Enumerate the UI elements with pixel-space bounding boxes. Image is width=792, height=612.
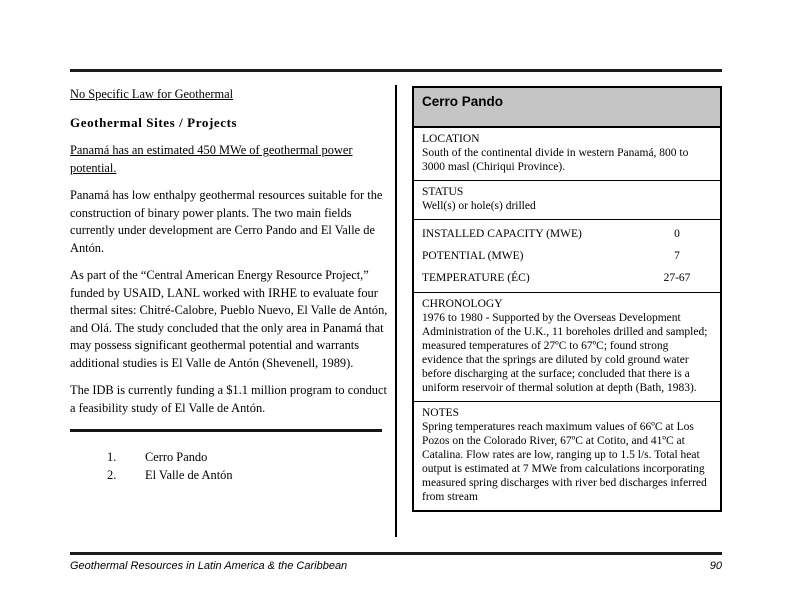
left-column xyxy=(70,86,388,484)
chronology-section xyxy=(414,293,720,402)
top-rule xyxy=(70,69,722,72)
notes-section xyxy=(414,402,720,510)
location-text: South of the continental divide in western Panamá, 800 to 3000 masl (Chiriqui Province). xyxy=(422,147,689,173)
site-list-item xyxy=(107,448,388,466)
chronology-text: 1976 to 1980 - Supported by the Overseas Development Administration of the U.K., 11 boreholes drilled and sampled; measured temperatures of 27ºC to 67ºC; found strong evidence that the springs are diluted by cold ground water before discharging at the surface; concluded that there is a uniform reservoir of thermal solution at depth (Bath, 1983). xyxy=(422,312,708,394)
metric-value: 0 xyxy=(674,228,680,240)
status-label: STATUS xyxy=(422,186,464,198)
status-section xyxy=(414,181,720,220)
status-text: Well(s) or hole(s) drilled xyxy=(422,200,536,212)
footer-page-number: 90 xyxy=(709,560,722,572)
footer-rule xyxy=(70,552,722,555)
notes-label: NOTES xyxy=(422,407,460,419)
column-divider-rule xyxy=(395,85,397,537)
metric-row-temperature xyxy=(422,267,712,289)
law-note: No Specific Law for Geothermal xyxy=(70,87,234,101)
metric-value: 27-67 xyxy=(663,272,691,284)
site-list-item xyxy=(107,466,388,484)
section-heading: Geothermal Sites / Projects xyxy=(70,114,238,130)
site-list-number: 2. xyxy=(107,468,117,482)
metric-label: TEMPERATURE (ÉC) xyxy=(422,272,530,284)
site-list-number: 1. xyxy=(107,450,117,464)
location-label: LOCATION xyxy=(422,133,480,145)
list-divider-rule xyxy=(70,429,382,432)
paragraph-energy-project: As part of the “Central American Energy Resource Project,” funded by USAID, LANL worked with IRHE to evaluate four thermal sites: Chitré-Calobre, Pueblo Nuevo, El Valle de Antón, and Olá. The study concluded that the only area in Panamá that may possess significant geothermal potential and warrants additional studies is El Valle de Antón (Shevenell, 1989). xyxy=(70,268,388,370)
location-section xyxy=(414,128,720,181)
paragraph-overview: Panamá has low enthalpy geothermal resources suitable for the construction of binary power plants. The two main fields currently under development are Cerro Pando and El Valle de Antón. xyxy=(70,188,383,255)
table-title: Cerro Pando xyxy=(414,88,720,128)
metric-label: INSTALLED CAPACITY (MWE) xyxy=(422,228,582,240)
metric-label: POTENTIAL (MWE) xyxy=(422,250,524,262)
metric-value: 7 xyxy=(674,250,680,262)
paragraph-idb-funding: The IDB is currently funding a $1.1 million program to conduct a feasibility study of El Valle de Antón. xyxy=(70,383,387,415)
metric-row-installed-capacity xyxy=(422,223,712,245)
site-list-name: Cerro Pando xyxy=(145,450,208,464)
site-list xyxy=(70,448,388,484)
metric-row-potential xyxy=(422,245,712,267)
footer-book-title: Geothermal Resources in Latin America & the Caribbean xyxy=(70,560,348,572)
chronology-label: CHRONOLOGY xyxy=(422,298,503,310)
page-footer xyxy=(70,560,722,572)
site-list-name: El Valle de Antón xyxy=(145,468,233,482)
site-fact-table xyxy=(412,86,722,512)
notes-text: Spring temperatures reach maximum values of 66ºC at Los Pozos on the Colorado River, 67ºC at Cotito, and 41ºC at Catalina. Flow rates are low, ranging up to 1.5 l/s. Total heat output is estimated at 7 MWe from calculations incorporating measured spring discharges with river bed discharges inferred from stream xyxy=(422,421,707,503)
metrics-section xyxy=(414,220,720,293)
highlight-statement: Panamá has an estimated 450 MWe of geothermal power potential. xyxy=(70,143,353,175)
